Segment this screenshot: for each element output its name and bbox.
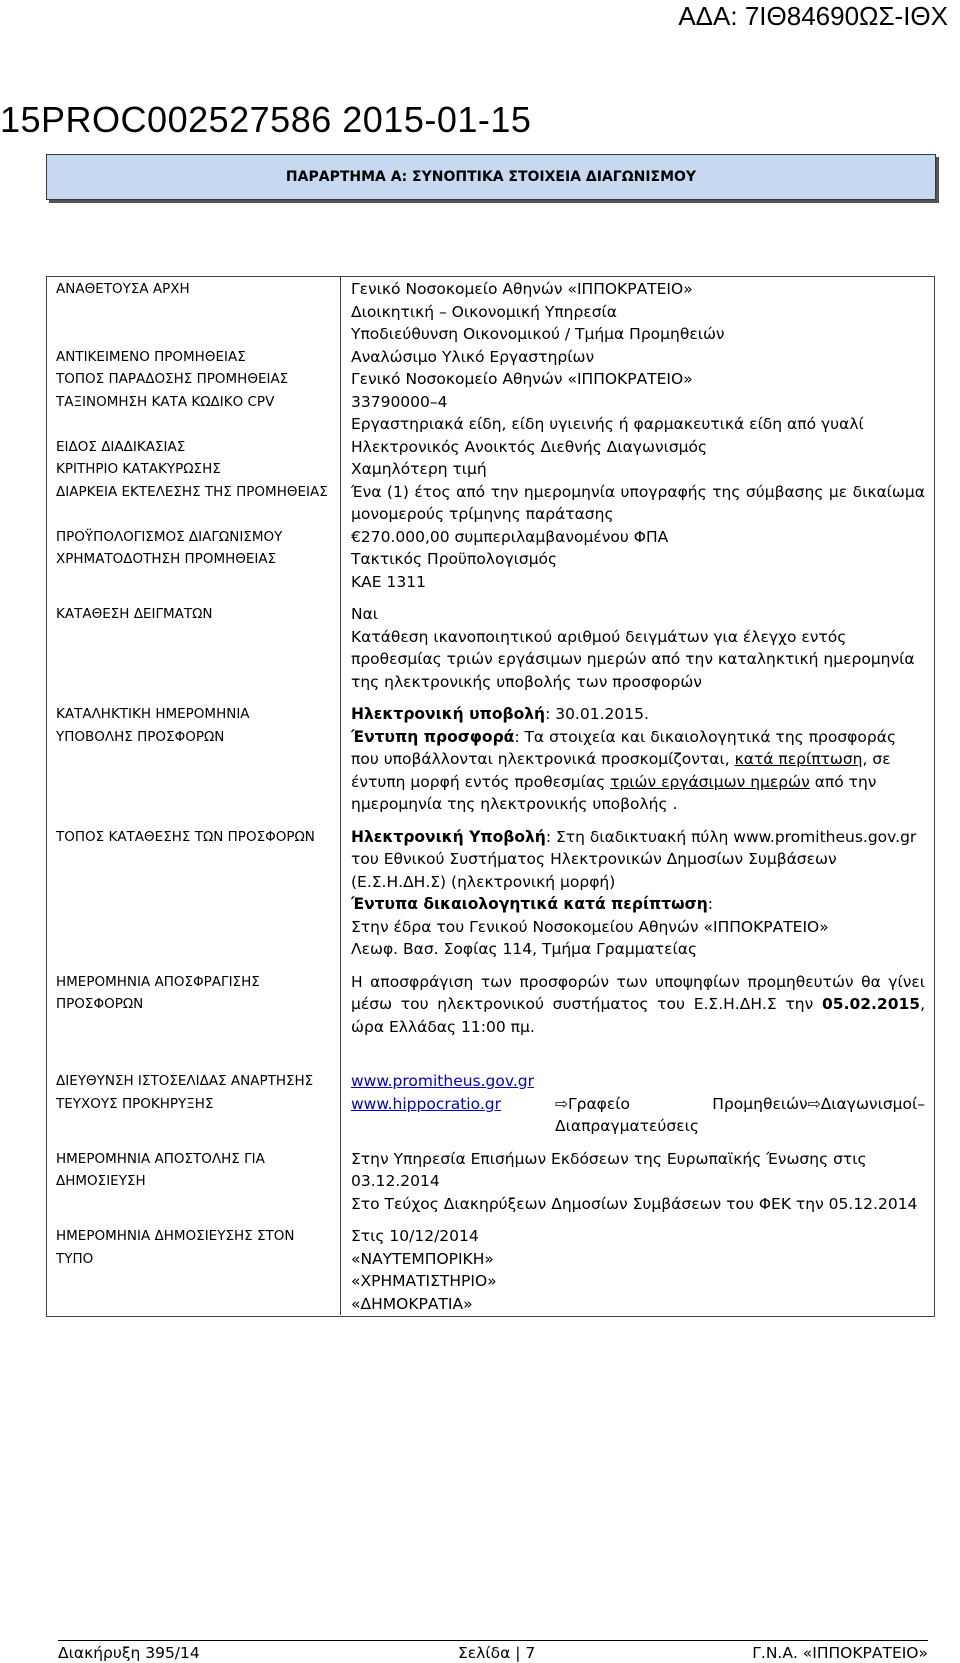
row-label: ΗΜΕΡΟΜΗΝΙΑ ΑΠΟΣΤΟΛΗΣ ΓΙΑ ΔΗΜΟΣΙΕΥΣΗ (46, 1148, 341, 1226)
row-label: ΗΜΕΡΟΜΗΝΙΑ ΔΗΜΟΣΙΕΥΣΗΣ ΣΤΟΝ ΤΥΠΟ (46, 1225, 341, 1315)
press-line: «ΝΑΥΤΕΜΠΟΡΙΚΗ» (351, 1249, 494, 1268)
table-row (46, 368, 935, 391)
row-label: ΗΜΕΡΟΜΗΝΙΑ ΑΠΟΣΦΡΑΓΙΣΗΣ ΠΡΟΣΦΟΡΩΝ (46, 971, 341, 1071)
row-label: ΠΡΟΫΠΟΛΟΓΙΣΜΟΣ ΔΙΑΓΩΝΙΣΜΟΥ (46, 526, 341, 549)
press-line: Στις 10/12/2014 (351, 1227, 479, 1245)
row-value: Αναλώσιμο Υλικό Εργαστηρίων (351, 347, 595, 366)
table-row (46, 346, 935, 369)
table-row (46, 481, 935, 526)
table-row (46, 548, 935, 603)
row-label: ΑΝΤΙΚΕΙΜΕΝΟ ΠΡΟΜΗΘΕΙΑΣ (46, 346, 341, 369)
funding-line: Τακτικός Προϋπολογισμός (351, 550, 558, 568)
summary-table (46, 276, 935, 1315)
table-row (46, 1070, 935, 1148)
hippocratio-link[interactable]: www.hippocratio.gr (351, 1094, 501, 1113)
annex-title: ΠΑΡΑΡΤΗΜΑ Α: ΣΥΝΟΠΤΙΚΑ ΣΤΟΙΧΕΙΑ ΔΙΑΓΩΝΙΣΜΟΥ (46, 154, 936, 200)
submission-paper: Έντυπα δικαιολογητικά κατά περίπτωση: (351, 895, 713, 913)
authority-line: Διοικητική – Οικονομική Υπηρεσία (351, 302, 617, 321)
website-path: ⇨Γραφείο Προμηθειών⇨Διαγωνισμοί– Διαπραγματεύσεις (555, 1094, 925, 1135)
row-value: Χαμηλότερη τιμή (351, 460, 487, 478)
authority-line: Υποδιεύθυνση Οικονομικού / Τμήμα Προμηθειών (351, 325, 725, 343)
samples-answer: Ναι (351, 605, 379, 623)
press-line: «ΔΗΜΟΚΡΑΤΙΑ» (351, 1294, 473, 1313)
opening-text: Η αποσφράγιση των προσφορών των υποψηφίων προμηθευτών θα γίνει μέσω του ηλεκτρονικού συστήματος του Ε.Σ.Η.ΔΗ.Σ την 05.02.2015, ώρα Ελλάδας 11:00 πμ. (351, 972, 925, 1036)
table-row (46, 276, 935, 346)
authority-line: Γενικό Νοσοκομείο Αθηνών «ΙΠΠΟΚΡΑΤΕΙΟ» (351, 280, 693, 298)
row-label: ΤΟΠΟΣ ΠΑΡΑΔΟΣΗΣ ΠΡΟΜΗΘΕΙΑΣ (46, 368, 341, 391)
table-row (46, 826, 935, 971)
table-row (46, 436, 935, 459)
row-label: ΚΑΤΑΛΗΚΤΙΚΗ ΗΜΕΡΟΜΗΝΙΑ ΥΠΟΒΟΛΗΣ ΠΡΟΣΦΟΡΩΝ (46, 703, 341, 826)
table-row (46, 603, 935, 703)
procurement-id: 15PROC002527586 2015-01-15 (0, 99, 532, 140)
ada-code: ΑΔΑ: 7ΙΘ84690ΩΣ-ΙΘΧ (678, 1, 948, 31)
deadline-electronic: Ηλεκτρονική υποβολή: 30.01.2015. (351, 705, 649, 723)
row-value: Γενικό Νοσοκομείο Αθηνών «ΙΠΠΟΚΡΑΤΕΙΟ» (351, 370, 693, 388)
table-row (46, 1148, 935, 1226)
footer-left: Διακήρυξη 395/14 (58, 1644, 200, 1662)
samples-details: Κατάθεση ικανοποιητικού αριθμού δειγμάτων για έλεγχο εντός προθεσμίας τριών εργάσιμων ημερών από την καταληκτική ημερομηνία της ηλεκτρονικής υποβολής των προσφορών (351, 627, 915, 691)
row-label: ΑΝΑΘΕΤΟΥΣΑ ΑΡΧΗ (46, 276, 341, 346)
footer-right: Γ.Ν.Α. «ΙΠΠΟΚΡΑΤΕΙΟ» (752, 1644, 928, 1662)
press-line: «ΧΡΗΜΑΤΙΣΤΗΡΙΟ» (351, 1272, 497, 1290)
row-label: ΔΙΕΥΘΥΝΣΗ ΙΣΤΟΣΕΛΙΔΑΣ ΑΝΑΡΤΗΣΗΣ ΤΕΥΧΟΥΣ ΠΡΟΚΗΡΥΞΗΣ (46, 1070, 341, 1148)
row-label: ΧΡΗΜΑΤΟΔΟΤΗΣΗ ΠΡΟΜΗΘΕΙΑΣ (46, 548, 341, 603)
row-label: ΔΙΑΡΚΕΙΑ ΕΚΤΕΛΕΣΗΣ ΤΗΣ ΠΡΟΜΗΘΕΙΑΣ (46, 481, 341, 526)
table-row (46, 1225, 935, 1315)
row-value: Ένα (1) έτος από την ημερομηνία υπογραφής της σύμβασης με δικαίωμα μονομερούς τρίμηνης παράτασης (351, 482, 925, 523)
submission-electronic: Ηλεκτρονική Υποβολή: Στη διαδικτυακή πύλη www.promitheus.gov.gr του Εθνικού Συστήματος Ηλεκτρονικών Δημοσίων Συμβάσεων (Ε.Σ.Η.ΔΗ.Σ) (ηλεκτρονική μορφή) (351, 827, 917, 891)
cpv-code: 33790000–4 (351, 392, 448, 411)
cpv-description: Εργαστηριακά είδη, είδη υγιεινής ή φαρμακευτικά είδη από γυαλί (351, 415, 864, 433)
funding-line: ΚΑΕ 1311 (351, 572, 426, 591)
table-row (46, 458, 935, 481)
submission-address: Στην έδρα του Γενικού Νοσοκομείου Αθηνών «ΙΠΠΟΚΡΑΤΕΙΟ» (351, 917, 829, 936)
sent-line: Στο Τεύχος Διακηρύξεων Δημοσίων Συμβάσεων του ΦΕΚ την 05.12.2014 (351, 1194, 918, 1213)
row-value: Ηλεκτρονικός Ανοικτός Διεθνής Διαγωνισμός (351, 437, 708, 456)
row-label: ΚΡΙΤΗΡΙΟ ΚΑΤΑΚΥΡΩΣΗΣ (46, 458, 341, 481)
table-row (46, 391, 935, 436)
row-label: ΤΑΞΙΝΟΜΗΣΗ ΚΑΤΑ ΚΩΔΙΚΟ CPV (46, 391, 341, 436)
sent-line: Στην Υπηρεσία Επισήμων Εκδόσεων της Ευρωπαϊκής Ένωσης στις 03.12.2014 (351, 1149, 867, 1190)
row-label: ΚΑΤΑΘΕΣΗ ΔΕΙΓΜΑΤΩΝ (46, 603, 341, 703)
row-label: ΤΟΠΟΣ ΚΑΤΑΘΕΣΗΣ ΤΩΝ ΠΡΟΣΦΟΡΩΝ (46, 826, 341, 971)
promitheus-link[interactable]: www.promitheus.gov.gr (351, 1072, 534, 1090)
submission-address: Λεωφ. Βασ. Σοφίας 114, Τμήμα Γραμματείας (351, 940, 698, 958)
row-label: ΕΙΔΟΣ ΔΙΑΔΙΚΑΣΙΑΣ (46, 436, 341, 459)
table-row (46, 526, 935, 549)
deadline-paper: Έντυπη προσφορά: Τα στοιχεία και δικαιολογητικά της προσφοράς που υποβάλλονται ηλεκτρονικά προσκομίζονται, κατά περίπτωση, σε έντυπη μορφή εντός προθεσμίας τριών εργάσιμων ημερών από την ημερομηνία της ηλεκτρονικής υποβολής . (351, 727, 897, 813)
table-row (46, 971, 935, 1071)
footer-page: Σελίδα | 7 (458, 1644, 536, 1662)
row-value: €270.000,00 συμπεριλαμβανομένου ΦΠΑ (351, 527, 669, 546)
table-row (46, 703, 935, 826)
page-footer (58, 1640, 928, 1662)
